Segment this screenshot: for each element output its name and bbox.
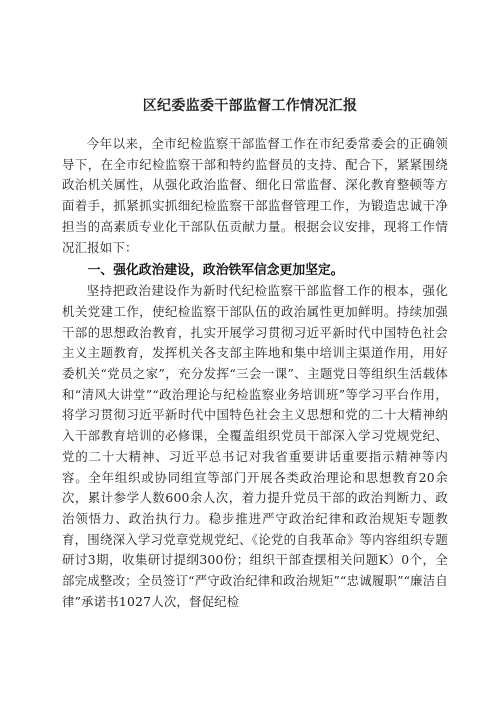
document-body — [62, 134, 448, 612]
section-body-paragraph: 坚持把政治建设作为新时代纪检监察干部监督工作的根本，强化机关党建工作，使纪检监察干部队伍的政治属性更加鲜明。持续加强干部的思想政治教育，扎实开展学习贯彻习近平新时代中国特色社会主义主题教育，发挥机关各支部主阵地和集中培训主渠道作用，用好委机关“党员之家”，充分发挥“三会一课”、主题党日等组织生活载体和“清风大讲堂”“政治理论与纪检监察业务培训班”等学习平台作用，将学习贯彻习近平新时代中国特色社会主义思想和党的二十大精神纳入干部教育培训的必修课，全覆盖组织党员干部深入学习党规党纪、党的二十大精神、习近平总书记对我省重要讲话重要指示精神等内容。全年组织或协同组宣等部门开展各类政治理论和思想教育20余次，累计参学人数600余人次，着力提升党员干部的政治判断力、政治领悟力、政治执行力。稳步推进严守政治纪律和政治规矩专题教育，围绕深入学习党章党规党纪、《论党的自我革命》等内容组织专题研讨3期，收集研讨提纲300份；组织干部查摆相关问题K）0个，全部完成整改；全员签订“严守政治纪律和政治规矩”“忠诚履职”“廉洁自律”承诺书1027人次，督促纪检 — [62, 283, 448, 609]
document-title: 区纪委监委干部监督工作情况汇报 — [142, 98, 358, 114]
section-heading: 一、强化政治建设，政治铁军信念更加坚定。 — [87, 263, 344, 279]
intro-paragraph: 今年以来，全市纪检监察干部监督工作在市纪委常委会的正确领导下，在全市纪检监察干部和特约监督员的支持、配合下，紧紧围绕政治机关属性，从强化政治监督、细化日常监督、深化教育整顿等方面着手，抓紧抓实抓细纪检监察干部监督管理工作，为锻造忠诚干净担当的高素质专业化干部队伍贡献力量。根据会议安排，现将工作情况汇报如下： — [62, 136, 448, 255]
